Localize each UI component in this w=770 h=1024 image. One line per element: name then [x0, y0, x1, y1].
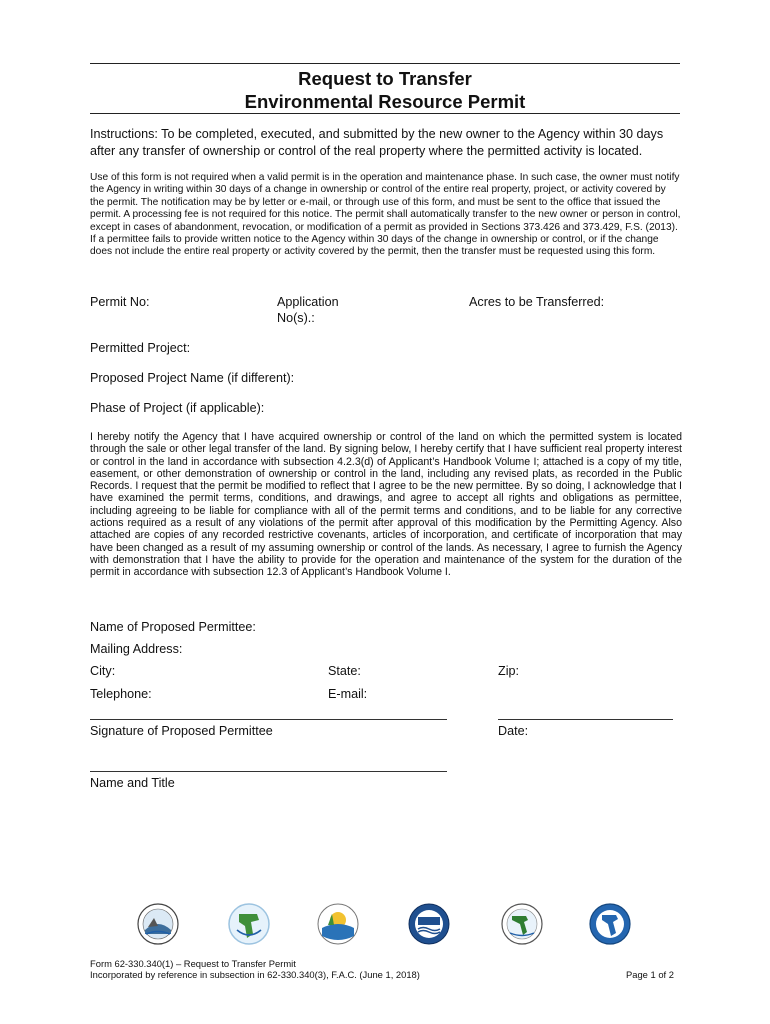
certification-paragraph: I hereby notify the Agency that I have acquired ownership or control of the land on which the permitted system is located through the sale or other legal transfer of the land. By signing below, I hereby certify that I have sufficient real property interest or control in the land in accordance with subsection 4.2.3(d) of Applicant’s Handbook Volume I; attached is a copy of my title, easement, or other demonstration of ownership or control in the land, including any revised plats, as recorded in the Public Records. I request that the permit be modified to reflect that I agree to be the new permittee. By so doing, I acknowledge that I have examined the permit terms, conditions, and drawings, and agree to accept all rights and obligations as permittee, including agreeing to be liable for compliance with all of the permit terms and conditions, and to be liable for any corrective actions required as a result of any violations of the permit after approval of this modification by the Permitting Agency. Also attached are copies of any recorded restrictive covenants, articles of incorporation, and certificate of incorporation that may have been changed as a result of my assuming ownership or control of the lands. As necessary, I agree to furnish the Agency with demonstration that I have the ability to provide for the operation and maintenance of the system for the duration of the permit in accordance with subsection 12.3 of Applicant’s Handbook Volume I. — [90, 431, 682, 579]
page-title-line2: Environmental Resource Permit — [244, 91, 526, 112]
footer-incorporated-line: Incorporated by reference in subsection in 62-330.340(3), F.A.C. (June 1, 2018) — [90, 969, 420, 980]
application-no-label-line1[interactable]: Application — [277, 295, 339, 309]
fdep-logo — [500, 900, 544, 950]
project-phase-label[interactable]: Phase of Project (if applicable): — [90, 401, 265, 415]
application-no-label-line2[interactable]: No(s).: — [277, 311, 315, 325]
name-title-line[interactable] — [90, 771, 447, 772]
sfwmd-logo — [588, 900, 632, 950]
srwmd-logo — [227, 900, 271, 950]
city-label[interactable]: City: — [90, 664, 116, 678]
notice-paragraph: Use of this form is not required when a valid permit is in the operation and maintenance phase. In such case, the owner must notify the Agency in writing within 30 days of a change in ownership or control of the entire real property, project, or activity covered by the permit. The notification may be by letter or e-mail, or through use of this form, and must be sent to the office that issued the permit. A processing fee is not required for this notice. The permit shall automatically transfer to the new owner or person in control, except in cases of abandonment, revocation, or modification of a permit as provided in Sections 373.426 and 373.429, F.S. (2013). If a permittee fails to provide written notice to the Agency within 30 days of the change in ownership or control, or if the change does not include the entire real property or activity covered by the permit, then the transfer must be requested using this form. — [90, 172, 681, 258]
permit-no-label[interactable]: Permit No: — [90, 295, 150, 309]
signature-line[interactable] — [90, 719, 447, 720]
proposed-project-name-label[interactable]: Proposed Project Name (if different): — [90, 371, 295, 385]
acres-label[interactable]: Acres to be Transferred: — [469, 295, 605, 309]
name-title-label: Name and Title — [90, 776, 175, 790]
mailing-address-label[interactable]: Mailing Address: — [90, 642, 183, 656]
sjrwmd-logo — [316, 900, 360, 950]
page-number: Page 1 of 2 — [626, 969, 674, 980]
date-line[interactable] — [498, 719, 673, 720]
permitted-project-label[interactable]: Permitted Project: — [90, 341, 191, 355]
email-label[interactable]: E-mail: — [328, 687, 368, 701]
swfwmd-logo — [407, 900, 451, 950]
date-label: Date: — [498, 724, 529, 738]
instructions-text: Instructions: To be completed, executed, and submitted by the new owner to the Agency within 30 days after any transfer of ownership or control of the real property where the permitted activity is located. — [90, 127, 664, 158]
signature-label: Signature of Proposed Permittee — [90, 724, 273, 738]
page-title-line1: Request to Transfer — [298, 68, 472, 89]
top-rule — [90, 63, 680, 64]
permittee-name-label[interactable]: Name of Proposed Permittee: — [90, 620, 256, 634]
zip-label[interactable]: Zip: — [498, 664, 519, 678]
state-label[interactable]: State: — [328, 664, 361, 678]
footer-form-line: Form 62-330.340(1) – Request to Transfer Permit — [90, 958, 296, 969]
nwfwmd-logo — [136, 900, 180, 950]
title-rule — [90, 113, 680, 114]
telephone-label[interactable]: Telephone: — [90, 687, 152, 701]
